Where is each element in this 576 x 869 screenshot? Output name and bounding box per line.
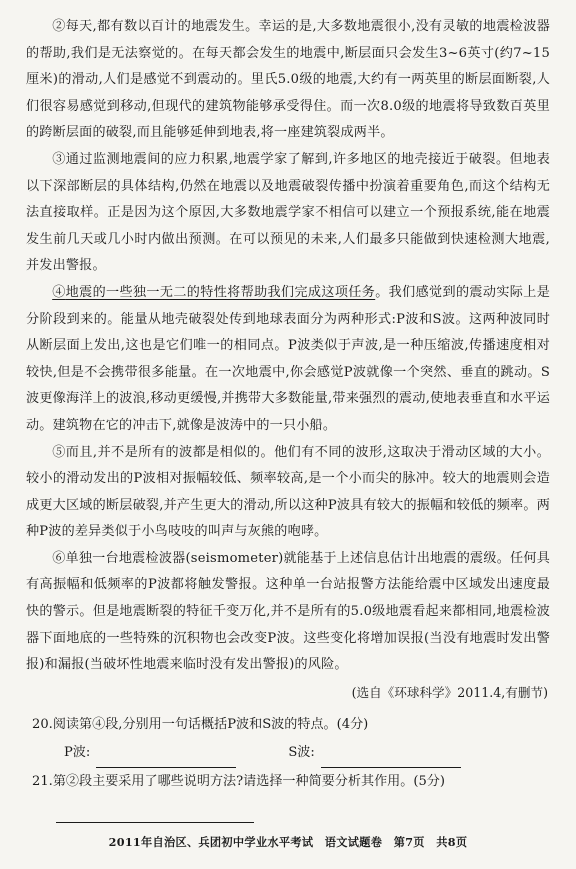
paragraph-6-text: ⑥单独一台地震检波器(seismometer)就能基于上述信息估计出地震的震级。任何具有高振幅和低频率的P波都将触发警报。这种单一台站报警方法能给震中区域发出速度最快的警示。但是地震断裂的特征千变万化,并不是所有的5.0级地震看起来都相同,地震检波器下面地底的一些特殊的沉积物也会改变P波。这些变化将增加误报(当没有地震时发出警报)和漏报(当破坏性地震来临时没有发出警报)的风险。 xyxy=(26,550,550,673)
footer-divider xyxy=(56,822,254,823)
paragraph-3-text: ③通过监测地震间的应力积累,地震学家了解到,许多地区的地壳接近于破裂。但地表以下深部断层的具体结构,仍然在地震以及地震破裂传播中扮演着重要角色,而这个结构无法直接取样。正是因为这个原因,大多数地震学家不相信可以建立一个预报系统,能在地震发生前几天或几小时内做出预测。在可以预见的未来,人们最多只能做到快速检测大地震,并发出警报。 xyxy=(26,151,550,274)
source-citation: (选自《环球科学》2011.4,有删节) xyxy=(351,684,548,700)
paragraph-6 xyxy=(26,546,550,679)
p-wave-answer-blank[interactable] xyxy=(96,749,236,768)
p-wave-label: P波: xyxy=(64,744,91,760)
s-wave-answer-blank[interactable] xyxy=(321,749,461,768)
paragraph-2 xyxy=(26,14,550,147)
paragraph-4-text: 。我们感觉到的震动实际上是分阶段到来的。能量从地壳破裂处传到地球表面分为两种形式:P波和S波。这两种波同时从断层面上发出,这也是它们唯一的相同点。P波类似于声波,是一种压缩波,传播速度相对较快,但是不会携带很多能量。在一次地震中,你会感觉P波就像一个突然、垂直的跳动。S波更像海洋上的波浪,移动更缓慢,并携带大多数能量,带来强烈的震动,使地表垂直和水平运动。建筑物在它的冲击下,就像是波涛中的一只小船。 xyxy=(26,284,550,433)
s-wave-label: S波: xyxy=(288,744,315,760)
paragraph-4-key-sentence: 地震的一些独一无二的特性将帮助我们完成这项任务 xyxy=(65,284,376,300)
paragraph-4 xyxy=(26,280,550,440)
paragraph-4-number: ④ xyxy=(52,284,66,300)
question-20-answer-row xyxy=(64,738,550,768)
paragraph-3 xyxy=(26,147,550,280)
page-footer: 2011年自治区、兵团初中学业水平考试 语文试题卷 第7页 共8页 xyxy=(108,835,468,849)
paragraph-5-text: ⑤而且,并不是所有的波都是相似的。他们有不同的波形,这取决于滑动区域的大小。较小的滑动发出的P波相对振幅较低、频率较高,是一个小而尖的脉冲。较大的地震则会造成更大区域的断层破裂,并产生更大的滑动,所以这种P波具有较大的振幅和较低的频率。两种P波的差异类似于小鸟吱吱的叫声与灰熊的咆哮。 xyxy=(26,444,550,540)
paragraph-4-underlined-sentence xyxy=(52,285,375,300)
paragraph-5 xyxy=(26,440,550,546)
question-20: 20.阅读第④段,分别用一句话概括P波和S波的特点。(4分) xyxy=(32,716,369,732)
question-21: 21.第②段主要采用了哪些说明方法?请选择一种简要分析其作用。(5分) xyxy=(32,773,446,789)
paragraph-2-text: ②每天,都有数以百计的地震发生。幸运的是,大多数地震很小,没有灵敏的地震检波器的帮助,我们是无法察觉的。在每天都会发生的地震中,断层面只会发生3~6英寸(约7~15厘米)的滑动,人们是感觉不到震动的。里氏5.0级的地震,大约有一两英里的断层面断裂,人们很容易感觉到移动,但现代的建筑物能够承受得住。而一次8.0级的地震将导致数百英里的跨断层面的破裂,而且能够延伸到地表,将一座建筑裂成两半。 xyxy=(26,19,550,141)
